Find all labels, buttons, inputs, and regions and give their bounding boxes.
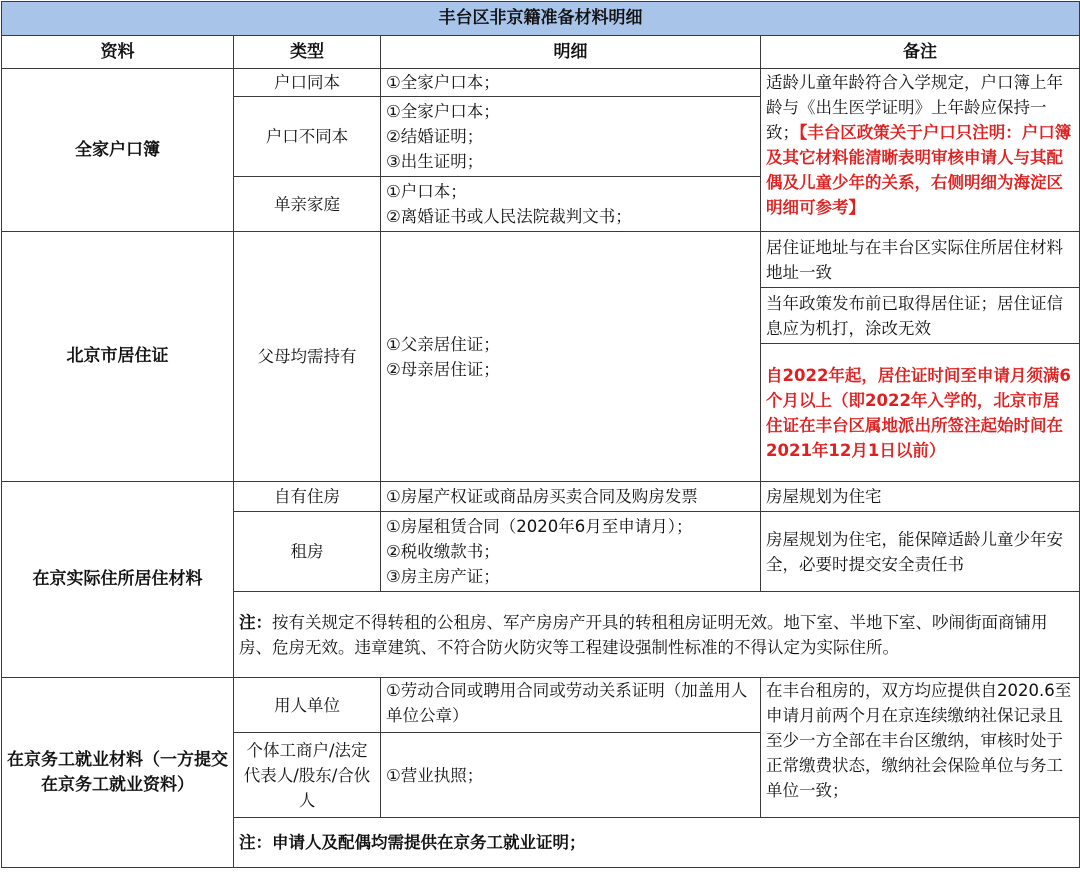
type-rent: 租房 bbox=[234, 512, 381, 592]
header-detail: 明细 bbox=[381, 36, 761, 69]
header-remark: 备注 bbox=[761, 36, 1080, 69]
category-hukou: 全家户口簿 bbox=[2, 69, 234, 232]
remark-hukou-normal: 适龄儿童年龄符合入学规定，户口簿上年龄与《出生医学证明》上年龄应保持一致； bbox=[766, 73, 1063, 142]
detail-line: ②税收缴款书； bbox=[386, 542, 500, 561]
detail-diff-hukou bbox=[381, 97, 761, 177]
header-type: 类型 bbox=[234, 36, 381, 69]
detail-line: ①全家户口本； bbox=[386, 102, 500, 121]
remark-rent: 房屋规划为住宅，能保障适龄儿童少年安全，必要时提交安全责任书 bbox=[761, 512, 1080, 592]
detail-line: ①房屋产权证或商品房买卖合同及购房发票 bbox=[386, 487, 698, 506]
detail-own-house bbox=[381, 482, 761, 512]
type-own-house: 自有住房 bbox=[234, 482, 381, 512]
note-label: 注： bbox=[239, 833, 272, 852]
materials-table bbox=[1, 1, 1080, 868]
detail-line: ①户口本； bbox=[386, 182, 467, 201]
remark-own-house: 房屋规划为住宅 bbox=[761, 482, 1080, 512]
category-housing: 在京实际住所居住材料 bbox=[2, 482, 234, 678]
type-employer: 用人单位 bbox=[234, 678, 381, 733]
remark-hukou bbox=[761, 69, 1080, 232]
category-employment: 在京务工就业材料（一方提交在京务工就业资料） bbox=[2, 678, 234, 868]
detail-rent bbox=[381, 512, 761, 592]
remark-employment: 在丰台租房的，双方均应提供自2020.6至申请月前两个月在京连续缴纳社保记录且至少一方全部在丰台区缴纳，审核时处于正常缴费状态，缴纳社会保险单位与务工单位一致； bbox=[761, 678, 1080, 818]
table-title: 丰台区非京籍准备材料明细 bbox=[2, 2, 1080, 36]
remark-permit-address: 居住证地址与在丰台区实际住所居住材料地址一致 bbox=[761, 232, 1080, 288]
detail-single-parent bbox=[381, 177, 761, 232]
note-housing-text: 按有关规定不得转租的公租房、军产房房产开具的转租租房证明无效。地下室、半地下室、吵闹街面商铺用房、危房无效。违章建筑、不符合防火防灾等工程建设强制性标准的不得认定为实际住所。 bbox=[239, 612, 1048, 657]
detail-self-employed bbox=[381, 733, 761, 818]
detail-line: ①全家户口本； bbox=[386, 73, 500, 92]
detail-residence-permit bbox=[381, 232, 761, 482]
type-single-parent: 单亲家庭 bbox=[234, 177, 381, 232]
detail-line: ①房屋租赁合同（2020年6月至申请月）； bbox=[386, 517, 693, 536]
type-both-parents: 父母均需持有 bbox=[234, 232, 381, 482]
remark-permit-issued: 当年政策发布前已取得居住证；居住证信息应为机打，涂改无效 bbox=[761, 288, 1080, 344]
detail-line: ②母亲居住证； bbox=[386, 359, 500, 379]
type-self-employed: 个体工商户/法定代表人/股东/合伙人 bbox=[234, 733, 381, 818]
remark-hukou-red: 【丰台区政策关于户口只注明：户口簿及其它材料能清晰表明审核申请人与其配偶及儿童少年的关系，右侧明细为海淀区明细可参考】 bbox=[766, 123, 1072, 217]
header-material: 资料 bbox=[2, 36, 234, 69]
detail-employer bbox=[381, 678, 761, 733]
category-residence-permit: 北京市居住证 bbox=[2, 232, 234, 482]
detail-same-hukou bbox=[381, 69, 761, 97]
note-employment bbox=[234, 818, 1080, 868]
detail-line: ①父亲居住证； bbox=[386, 334, 500, 354]
detail-line: ③出生证明； bbox=[386, 152, 484, 171]
type-same-hukou: 户口同本 bbox=[234, 69, 381, 97]
note-housing bbox=[234, 592, 1080, 678]
note-label: 注： bbox=[239, 612, 272, 632]
note-employment-text: 申请人及配偶均需提供在京务工就业证明； bbox=[272, 833, 586, 852]
detail-line: ③房主房产证； bbox=[386, 567, 500, 586]
detail-line: ①劳动合同或聘用合同或劳动关系证明（加盖用人单位公章） bbox=[386, 681, 748, 725]
type-diff-hukou: 户口不同本 bbox=[234, 97, 381, 177]
remark-permit-duration: 自2022年起，居住证时间至申请月须满6个月以上（即2022年入学的，北京市居住证在丰台区属地派出所签注起始时间在2021年12月1日以前） bbox=[761, 344, 1080, 482]
detail-line: ①营业执照； bbox=[386, 765, 484, 785]
detail-line: ②结婚证明； bbox=[386, 127, 484, 146]
detail-line: ②离婚证书或人民法院裁判文书； bbox=[386, 207, 632, 226]
